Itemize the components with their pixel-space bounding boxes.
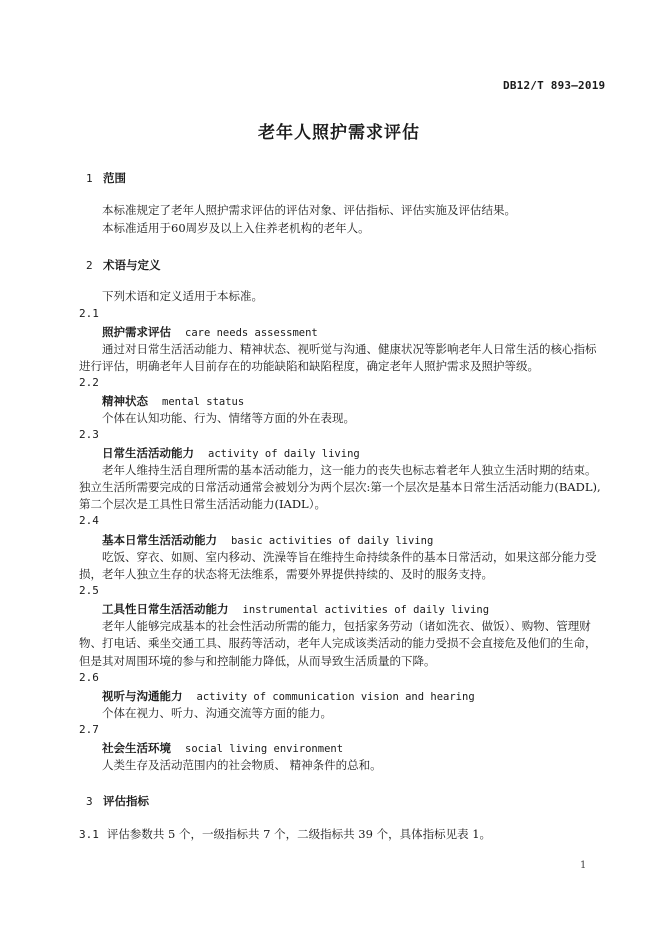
section-title: 范围 bbox=[103, 171, 126, 185]
paragraph: 下列术语和定义适用于本标准。 bbox=[102, 289, 263, 303]
section-3-heading bbox=[86, 793, 149, 809]
term-heading bbox=[102, 532, 433, 548]
definition-line: 进行评估，明确老年人目前存在的功能缺陷和缺陷程度，确定老年人照护需求及照护等级。 bbox=[79, 359, 539, 373]
term-heading bbox=[102, 601, 489, 617]
clause-number: 2.2 bbox=[79, 376, 99, 389]
term-en: social living environment bbox=[185, 743, 344, 755]
definition-line: 人类生存及活动范围内的社会物质、 精神条件的总和。 bbox=[102, 758, 382, 772]
term-heading bbox=[102, 688, 475, 704]
term-en: instrumental activities of daily living bbox=[242, 604, 490, 616]
definition-line: 吃饭、穿衣、如厕、室内移动、洗澡等旨在维持生命持续条件的基本日常活动，如果这部分能力受 bbox=[102, 550, 597, 564]
term-heading bbox=[102, 393, 244, 409]
definition-line: 但是其对周围环境的参与和控制能力降低，从而导致生活质量的下降。 bbox=[79, 654, 436, 668]
term-zh: 精神状态 bbox=[102, 394, 148, 408]
definition-line: 个体在视力、听力、沟通交流等方面的能力。 bbox=[102, 706, 332, 720]
term-en: care needs assessment bbox=[185, 327, 318, 339]
term-en: basic activities of daily living bbox=[231, 535, 434, 547]
term-heading bbox=[102, 324, 318, 340]
section-number: 3 bbox=[86, 795, 93, 808]
paragraph: 本标准适用于60周岁及以上入住养老机构的老年人。 bbox=[102, 221, 370, 235]
term-en: mental status bbox=[162, 396, 245, 408]
term-zh: 日常生活活动能力 bbox=[102, 446, 194, 460]
definition-line: 损，老年人独立生存的状态将无法维系，需要外界提供持续的、及时的服务支持。 bbox=[79, 567, 493, 581]
section-number: 2 bbox=[86, 259, 93, 272]
term-zh: 基本日常生活活动能力 bbox=[102, 533, 217, 547]
term-zh: 工具性日常生活活动能力 bbox=[102, 602, 229, 616]
definition-line: 老年人能够完成基本的社会性活动所需的能力，包括家务劳动（诸如洗衣、做饭）、购物、管理财 bbox=[102, 619, 591, 633]
definition-line: 老年人维持生活自理所需的基本活动能力，这一能力的丧失也标志着老年人独立生活时期的结束。 bbox=[102, 463, 597, 477]
clause-number: 2.5 bbox=[79, 584, 99, 597]
clause-number: 3.1 bbox=[79, 828, 99, 841]
definition-line: 第二个层次是工具性日常生活活动能力(IADL）。 bbox=[79, 497, 326, 511]
term-heading bbox=[102, 445, 360, 461]
term-en: activity of communication vision and hearing bbox=[196, 691, 475, 703]
page-title: 老年人照护需求评估 bbox=[258, 123, 420, 143]
page-number: 1 bbox=[580, 860, 587, 871]
clause-number: 2.7 bbox=[79, 723, 99, 736]
section-2-heading bbox=[86, 257, 161, 273]
section-number: 1 bbox=[86, 172, 93, 185]
standard-code: DB12/T 893—2019 bbox=[503, 79, 606, 92]
term-en: activity of daily living bbox=[208, 448, 360, 460]
term-zh: 照护需求评估 bbox=[102, 325, 171, 339]
clause-number: 2.4 bbox=[79, 514, 99, 527]
term-zh: 社会生活环境 bbox=[102, 741, 171, 755]
clause-3-1 bbox=[79, 826, 491, 843]
clause-number: 2.1 bbox=[79, 307, 99, 320]
section-title: 评估指标 bbox=[103, 794, 149, 808]
term-zh: 视听与沟通能力 bbox=[102, 689, 183, 703]
clause-text: 评估参数共 5 个，一级指标共 7 个，二级指标共 39 个，具体指标见表 1。 bbox=[106, 827, 492, 841]
term-heading bbox=[102, 740, 343, 756]
definition-line: 通过对日常生活活动能力、精神状态、视听觉与沟通、健康状况等影响老年人日常生活的核心指标 bbox=[102, 342, 597, 356]
definition-line: 物、打电话、乘坐交通工具、服药等活动，老年人完成该类活动的能力受损不会直接危及他们的生命， bbox=[79, 636, 597, 650]
clause-number: 2.3 bbox=[79, 428, 99, 441]
clause-number: 2.6 bbox=[79, 671, 99, 684]
definition-line: 个体在认知功能、行为、情绪等方面的外在表现。 bbox=[102, 411, 355, 425]
section-title: 术语与定义 bbox=[103, 258, 161, 272]
section-1-heading bbox=[86, 170, 126, 186]
definition-line: 独立生活所需要完成的日常活动通常会被划分为两个层次:第一个层次是基本日常生活活动能力(BADL), bbox=[79, 480, 601, 494]
paragraph: 本标准规定了老年人照护需求评估的评估对象、评估指标、评估实施及评估结果。 bbox=[102, 203, 516, 217]
